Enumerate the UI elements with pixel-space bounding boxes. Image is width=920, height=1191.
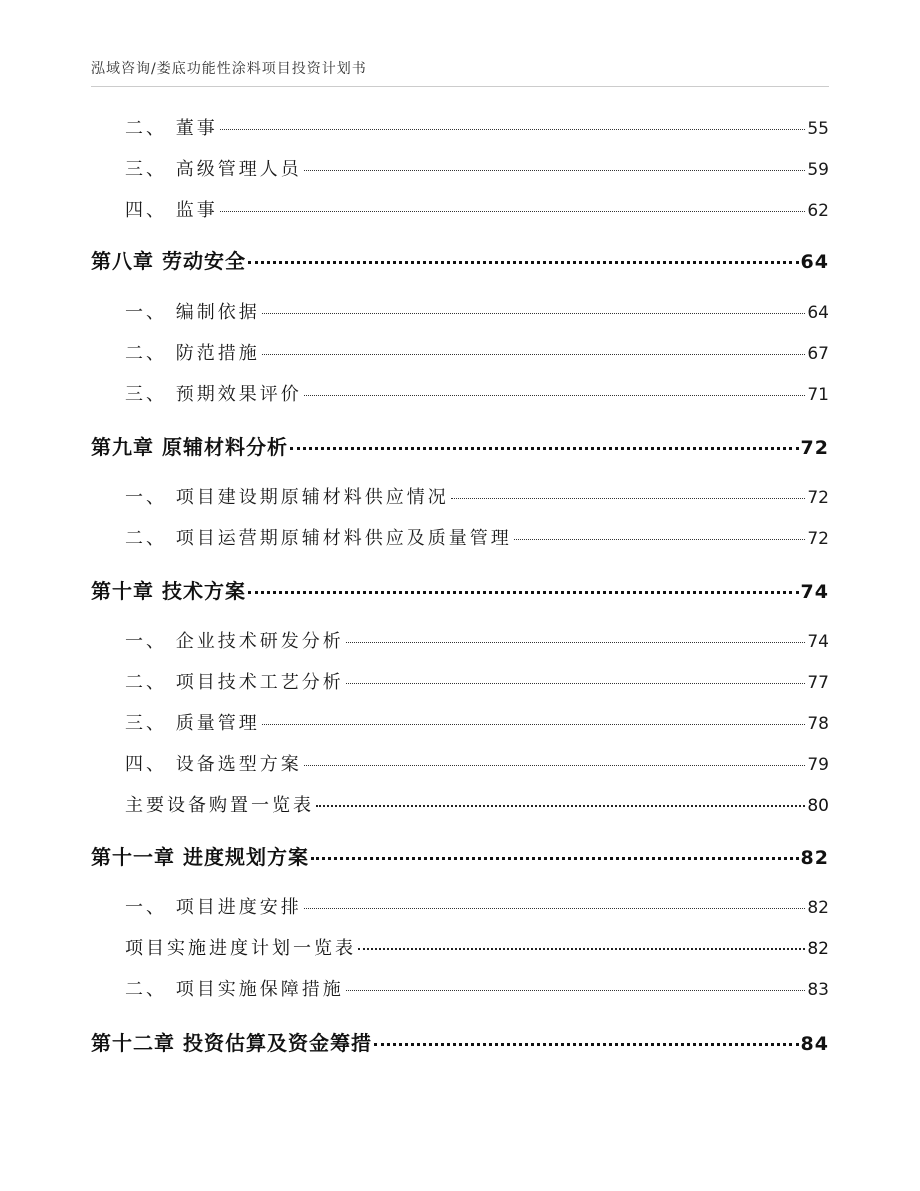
dot-leader — [220, 210, 806, 212]
toc-page-number: 72 — [807, 488, 829, 508]
toc-chapter-entry[interactable] — [91, 841, 829, 870]
toc-entry-title: 四、 设备选型方案 — [125, 754, 302, 775]
toc-entry[interactable] — [91, 893, 829, 919]
toc-chapter-entry[interactable] — [91, 431, 829, 460]
dot-leader — [346, 641, 806, 643]
dot-leader — [220, 128, 806, 130]
toc-chapter-entry[interactable] — [91, 575, 829, 604]
toc-page-number: 74 — [807, 632, 829, 652]
toc-page-number: 84 — [800, 1033, 829, 1055]
toc-entry-title: 第十一章 进度规划方案 — [91, 845, 309, 869]
dot-leader — [346, 682, 806, 684]
toc-entry[interactable] — [91, 750, 829, 776]
running-header: 泓域咨询/娄底功能性涂料项目投资计划书 — [91, 61, 367, 77]
toc-entry[interactable] — [91, 791, 829, 817]
dot-leader — [248, 590, 799, 594]
toc-entry-title: 二、 防范措施 — [125, 343, 260, 364]
toc-entry[interactable] — [91, 709, 829, 735]
dot-leader — [262, 312, 806, 314]
header-divider — [91, 86, 829, 87]
toc-entry[interactable] — [91, 339, 829, 365]
toc-entry-title: 第十二章 投资估算及资金筹措 — [91, 1031, 372, 1055]
toc-entry[interactable] — [91, 524, 829, 550]
toc-entry-title: 三、 质量管理 — [125, 713, 260, 734]
toc-entry[interactable] — [91, 483, 829, 509]
dot-leader — [514, 538, 806, 540]
toc-page-number: 79 — [807, 755, 829, 775]
toc-entry-title: 一、 项目进度安排 — [125, 897, 302, 918]
toc-entry[interactable] — [91, 155, 829, 181]
toc-page-number: 82 — [807, 939, 829, 959]
dot-leader — [451, 497, 806, 499]
toc-entry[interactable] — [91, 114, 829, 140]
toc-entry-title: 一、 编制依据 — [125, 302, 260, 323]
dot-leader — [304, 907, 806, 909]
toc-page-number: 64 — [800, 251, 829, 273]
toc-page-number: 78 — [807, 714, 829, 734]
toc-entry-title: 第八章 劳动安全 — [91, 249, 246, 273]
toc-page-number: 80 — [807, 796, 829, 816]
dot-leader — [374, 1042, 799, 1046]
toc-page-number: 71 — [807, 385, 829, 405]
toc-entry-title: 第十章 技术方案 — [91, 579, 246, 603]
toc-entry-title: 二、 项目实施保障措施 — [125, 979, 344, 1000]
toc-page-number: 67 — [807, 344, 829, 364]
dot-leader — [358, 947, 805, 950]
toc-entry-title: 三、 高级管理人员 — [125, 159, 302, 180]
toc-entry-title: 主要设备购置一览表 — [125, 795, 314, 816]
toc-page-number: 62 — [807, 201, 829, 221]
toc-entry-title: 第九章 原辅材料分析 — [91, 435, 288, 459]
toc-entry[interactable] — [91, 298, 829, 324]
toc-entry-title: 二、 项目运营期原辅材料供应及质量管理 — [125, 528, 512, 549]
dot-leader — [262, 723, 806, 725]
toc-page-number: 72 — [800, 437, 829, 459]
dot-leader — [346, 989, 806, 991]
toc-entry-title: 项目实施进度计划一览表 — [125, 938, 356, 959]
toc-chapter-entry[interactable] — [91, 1027, 829, 1056]
toc-entry[interactable] — [91, 934, 829, 960]
toc-page-number: 82 — [800, 847, 829, 869]
dot-leader — [304, 394, 806, 396]
dot-leader — [316, 804, 805, 807]
toc-page-number: 83 — [807, 980, 829, 1000]
toc-entry[interactable] — [91, 668, 829, 694]
dot-leader — [304, 169, 806, 171]
toc-entry-title: 二、 董事 — [125, 118, 218, 139]
toc-entry[interactable] — [91, 975, 829, 1001]
toc-page-number: 82 — [807, 898, 829, 918]
toc-page-number: 55 — [807, 119, 829, 139]
toc-page-number: 59 — [807, 160, 829, 180]
toc-entry-title: 三、 预期效果评价 — [125, 384, 302, 405]
dot-leader — [311, 856, 799, 860]
toc-page-number: 64 — [807, 303, 829, 323]
dot-leader — [304, 764, 806, 766]
toc-entry[interactable] — [91, 196, 829, 222]
toc-entry[interactable] — [91, 380, 829, 406]
toc-entry[interactable] — [91, 627, 829, 653]
toc-page-number: 74 — [800, 581, 829, 603]
dot-leader — [290, 446, 799, 450]
toc-entry-title: 一、 项目建设期原辅材料供应情况 — [125, 487, 449, 508]
toc-entry-title: 一、 企业技术研发分析 — [125, 631, 344, 652]
toc-chapter-entry[interactable] — [91, 245, 829, 274]
dot-leader — [248, 260, 799, 264]
toc-entry-title: 四、 监事 — [125, 200, 218, 221]
toc-entry-title: 二、 项目技术工艺分析 — [125, 672, 344, 693]
toc-page-number: 72 — [807, 529, 829, 549]
toc-page-number: 77 — [807, 673, 829, 693]
dot-leader — [262, 353, 806, 355]
